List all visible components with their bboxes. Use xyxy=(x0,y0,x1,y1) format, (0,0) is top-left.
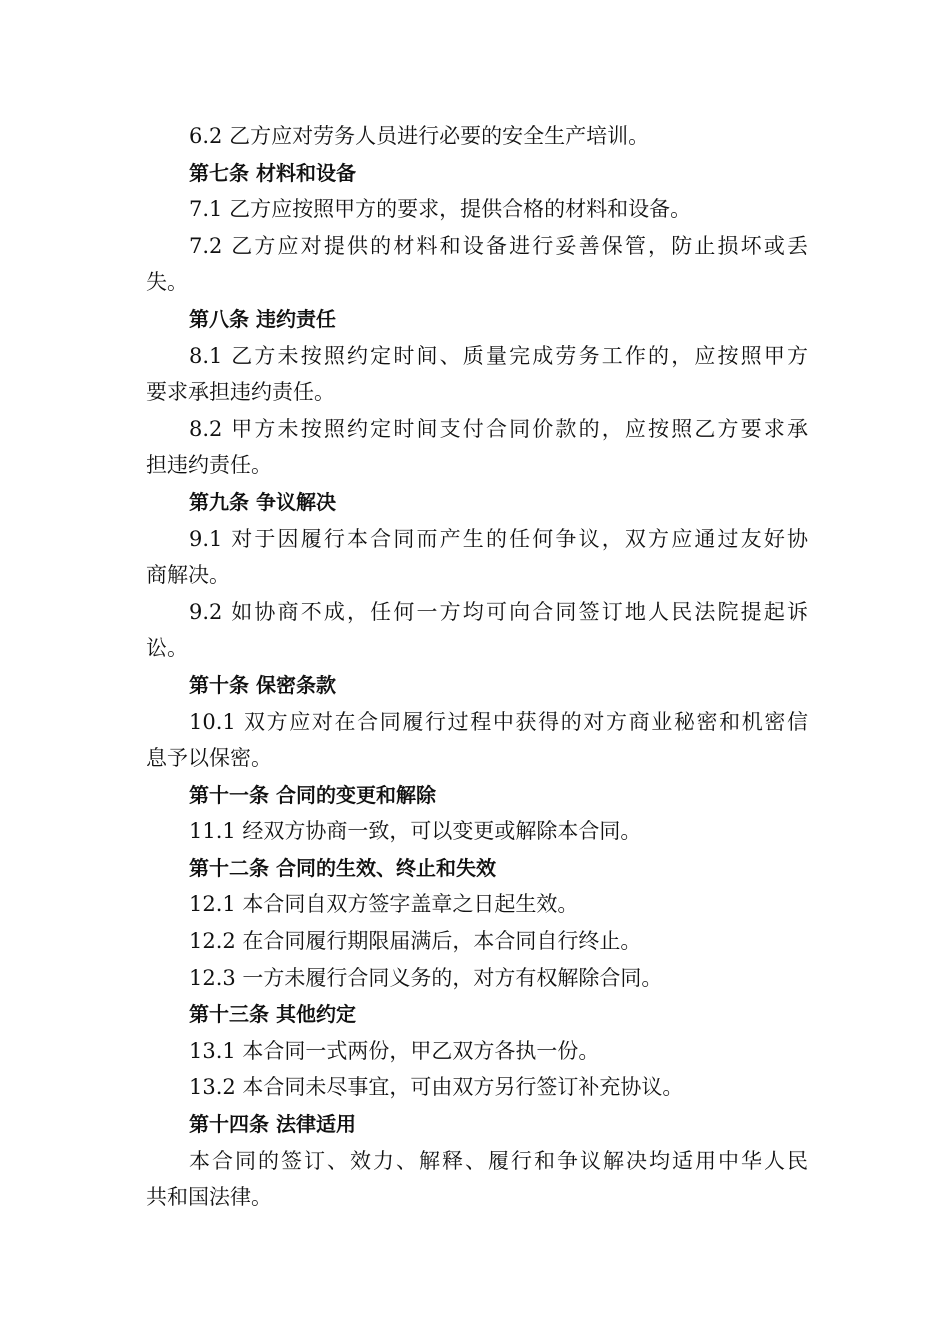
clause-7-2-cont: 失。 xyxy=(146,270,188,295)
article-13-heading: 第十三条 其他约定 xyxy=(189,1002,356,1027)
clause-8-2: 8.2 甲方未按照约定时间支付合同价款的，应按照乙方要求承 xyxy=(189,416,808,441)
clause-6-2: 6.2 乙方应对劳务人员进行必要的安全生产培训。 xyxy=(189,124,650,148)
clause-11-1: 11.1 经双方协商一致，可以变更或解除本合同。 xyxy=(189,819,642,844)
article-12-heading: 第十二条 合同的生效、终止和失效 xyxy=(189,855,496,880)
article-7-heading: 第七条 材料和设备 xyxy=(189,160,356,185)
clause-12-2: 12.2 在合同履行期限届满后，本合同自行终止。 xyxy=(189,929,642,954)
clause-7-1: 7.1 乙方应按照甲方的要求，提供合格的材料和设备。 xyxy=(189,197,692,222)
article-10-heading: 第十条 保密条款 xyxy=(189,672,336,697)
article-9-heading: 第九条 争议解决 xyxy=(189,489,336,514)
clause-13-1: 13.1 本合同一式两份，甲乙双方各执一份。 xyxy=(189,1038,600,1063)
article-14-heading: 第十四条 法律适用 xyxy=(189,1112,356,1137)
clause-12-1: 12.1 本合同自双方签字盖章之日起生效。 xyxy=(189,892,579,917)
article-14-body-cont: 共和国法律。 xyxy=(146,1185,272,1210)
clause-9-2-cont: 讼。 xyxy=(146,636,188,661)
article-14-body: 本合同的签订、效力、解释、履行和争议解决均适用中华人民 xyxy=(189,1148,808,1173)
clause-10-1-cont: 息予以保密。 xyxy=(146,746,272,771)
clause-8-1-cont: 要求承担违约责任。 xyxy=(146,380,335,405)
clause-13-2: 13.2 本合同未尽事宜，可由双方另行签订补充协议。 xyxy=(189,1075,684,1100)
contract-text xyxy=(146,118,808,1216)
clause-8-1: 8.1 乙方未按照约定时间、质量完成劳务工作的，应按照甲方 xyxy=(189,343,808,368)
clause-7-2: 7.2 乙方应对提供的材料和设备进行妥善保管，防止损坏或丢 xyxy=(189,233,808,258)
clause-8-2-cont: 担违约责任。 xyxy=(146,453,272,478)
clause-9-2: 9.2 如协商不成，任何一方均可向合同签订地人民法院提起诉 xyxy=(189,599,808,624)
article-8-heading: 第八条 违约责任 xyxy=(189,306,336,331)
clause-12-3: 12.3 一方未履行合同义务的，对方有权解除合同。 xyxy=(189,965,663,990)
clause-9-1-cont: 商解决。 xyxy=(146,563,230,588)
clause-9-1: 9.1 对于因履行本合同而产生的任何争议，双方应通过友好协 xyxy=(189,526,808,551)
clause-10-1: 10.1 双方应对在合同履行过程中获得的对方商业秘密和机密信 xyxy=(189,709,808,734)
article-11-heading: 第十一条 合同的变更和解除 xyxy=(189,782,436,807)
